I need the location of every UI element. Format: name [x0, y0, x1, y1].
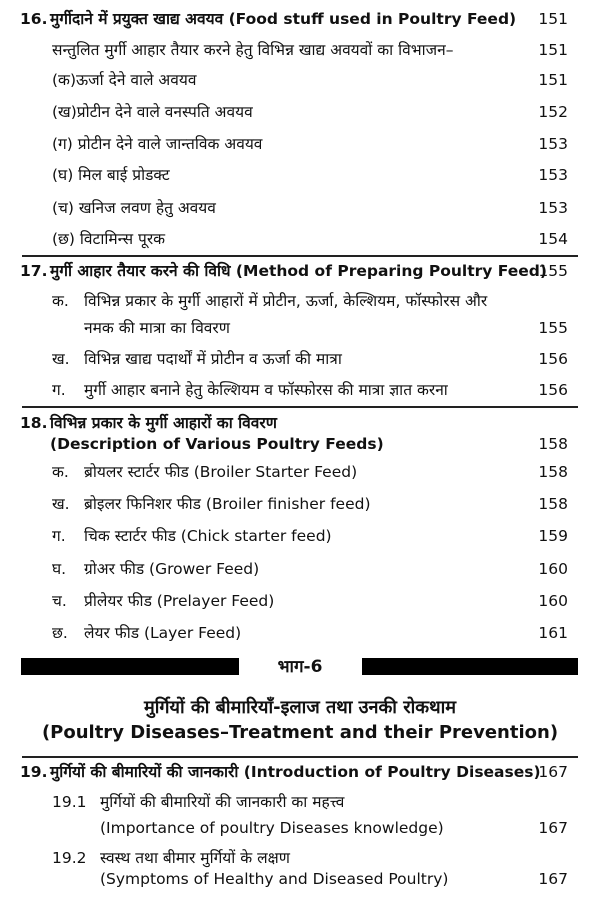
page-number: 151 [538, 10, 568, 28]
page-number: 167 [538, 819, 568, 837]
item-text: सन्तुलित मुर्गी आहार तैयार करने हेतु विभिन्न खाद्य अवयवों का विभाजन– [52, 41, 454, 59]
divider [22, 756, 578, 758]
page-number: 154 [538, 230, 568, 248]
item-text: (च) खनिज लवण हेतु अवयव [52, 199, 216, 217]
item-marker: क. [52, 463, 69, 481]
part-banner-right-bar [362, 658, 578, 675]
item-marker: छ. [52, 624, 68, 642]
item-marker: 19.1 [52, 793, 87, 811]
item-marker: क. [52, 292, 69, 310]
chapter-title: मुर्गियों की बीमारियों की जानकारी (Introduction of Poultry Diseases) [50, 763, 541, 781]
chapter-number: 18. [20, 414, 48, 432]
item-text: ब्रोइलर फिनिशर फीड (Broiler finisher feed) [84, 495, 371, 513]
page-number: 155 [538, 319, 568, 337]
page-number: 152 [538, 103, 568, 121]
item-marker: ग. [52, 527, 66, 545]
item-text: ग्रोअर फीड (Grower Feed) [84, 560, 260, 578]
item-text: स्वस्थ तथा बीमार मुर्गियों के लक्षण [100, 849, 290, 867]
page-number: 167 [538, 870, 568, 888]
divider [22, 406, 578, 408]
page-number: 151 [538, 71, 568, 89]
item-text: (ख)प्रोटीन देने वाले वनस्पति अवयव [52, 103, 253, 121]
chapter-number: 16. [20, 10, 48, 28]
page-number: 156 [538, 381, 568, 399]
item-marker: 19.2 [52, 849, 87, 867]
item-text: प्रीलेयर फीड (Prelayer Feed) [84, 592, 275, 610]
item-marker: ख. [52, 495, 70, 513]
item-text: लेयर फीड (Layer Feed) [84, 624, 242, 642]
item-marker: ग. [52, 381, 66, 399]
page-number: 155 [538, 262, 568, 280]
chapter-number: 19. [20, 763, 48, 781]
item-text: मुर्गियों की बीमारियों की जानकारी का महत्त्व [100, 793, 345, 811]
page-number: 153 [538, 135, 568, 153]
item-text: (क)ऊर्जा देने वाले अवयव [52, 71, 197, 89]
item-marker: ख. [52, 350, 70, 368]
part-title-english: (Poultry Diseases–Treatment and their Prevention) [41, 722, 559, 743]
divider [22, 255, 578, 257]
item-text: चिक स्टार्टर फीड (Chick starter feed) [84, 527, 332, 545]
part-title-hindi: मुर्गियों की बीमारियाँ-इलाज तथा उनकी रोकथाम [143, 697, 457, 718]
item-text: (Importance of poultry Diseases knowledge) [100, 819, 444, 837]
page-number: 158 [538, 495, 568, 513]
chapter-title: विभिन्न प्रकार के मुर्गी आहारों का विवरण [50, 414, 277, 432]
page-number: 151 [538, 41, 568, 59]
page-number: 158 [538, 435, 568, 453]
item-marker: घ. [52, 560, 67, 578]
item-text: विभिन्न खाद्य पदार्थों में प्रोटीन व ऊर्जा की मात्रा [84, 350, 342, 368]
page-number: 167 [538, 763, 568, 781]
page-number: 153 [538, 199, 568, 217]
chapter-number: 17. [20, 262, 48, 280]
part-label: भाग-6 [277, 657, 323, 677]
page-number: 160 [538, 592, 568, 610]
item-text: (घ) मिल बाई प्रोडक्ट [52, 166, 170, 184]
item-marker: च. [52, 592, 67, 610]
page-number: 153 [538, 166, 568, 184]
page-number: 158 [538, 463, 568, 481]
item-text: मुर्गी आहार बनाने हेतु केल्शियम व फॉस्फोरस की मात्रा ज्ञात करना [84, 381, 448, 399]
chapter-title: मुर्गीदाने में प्रयुक्त खाद्य अवयव (Food stuff used in Poultry Feed) [50, 10, 517, 28]
page-number: 159 [538, 527, 568, 545]
item-text: ब्रोयलर स्टार्टर फीड (Broiler Starter Feed) [84, 463, 358, 481]
page-number: 160 [538, 560, 568, 578]
chapter-title-english: (Description of Various Poultry Feeds) [50, 435, 384, 453]
item-text: (Symptoms of Healthy and Diseased Poultry) [100, 870, 449, 888]
chapter-title: मुर्गी आहार तैयार करने की विधि (Method of Preparing Poultry Feed) [50, 262, 547, 280]
item-text: नमक की मात्रा का विवरण [84, 319, 230, 337]
item-text: (ग) प्रोटीन देने वाले जान्तविक अवयव [52, 135, 263, 153]
item-text: (छ) विटामिन्स पूरक [52, 230, 166, 248]
page-number: 156 [538, 350, 568, 368]
page-number: 161 [538, 624, 568, 642]
item-text: विभिन्न प्रकार के मुर्गी आहारों में प्रोटीन, ऊर्जा, केल्शियम, फॉस्फोरस और [84, 292, 488, 310]
